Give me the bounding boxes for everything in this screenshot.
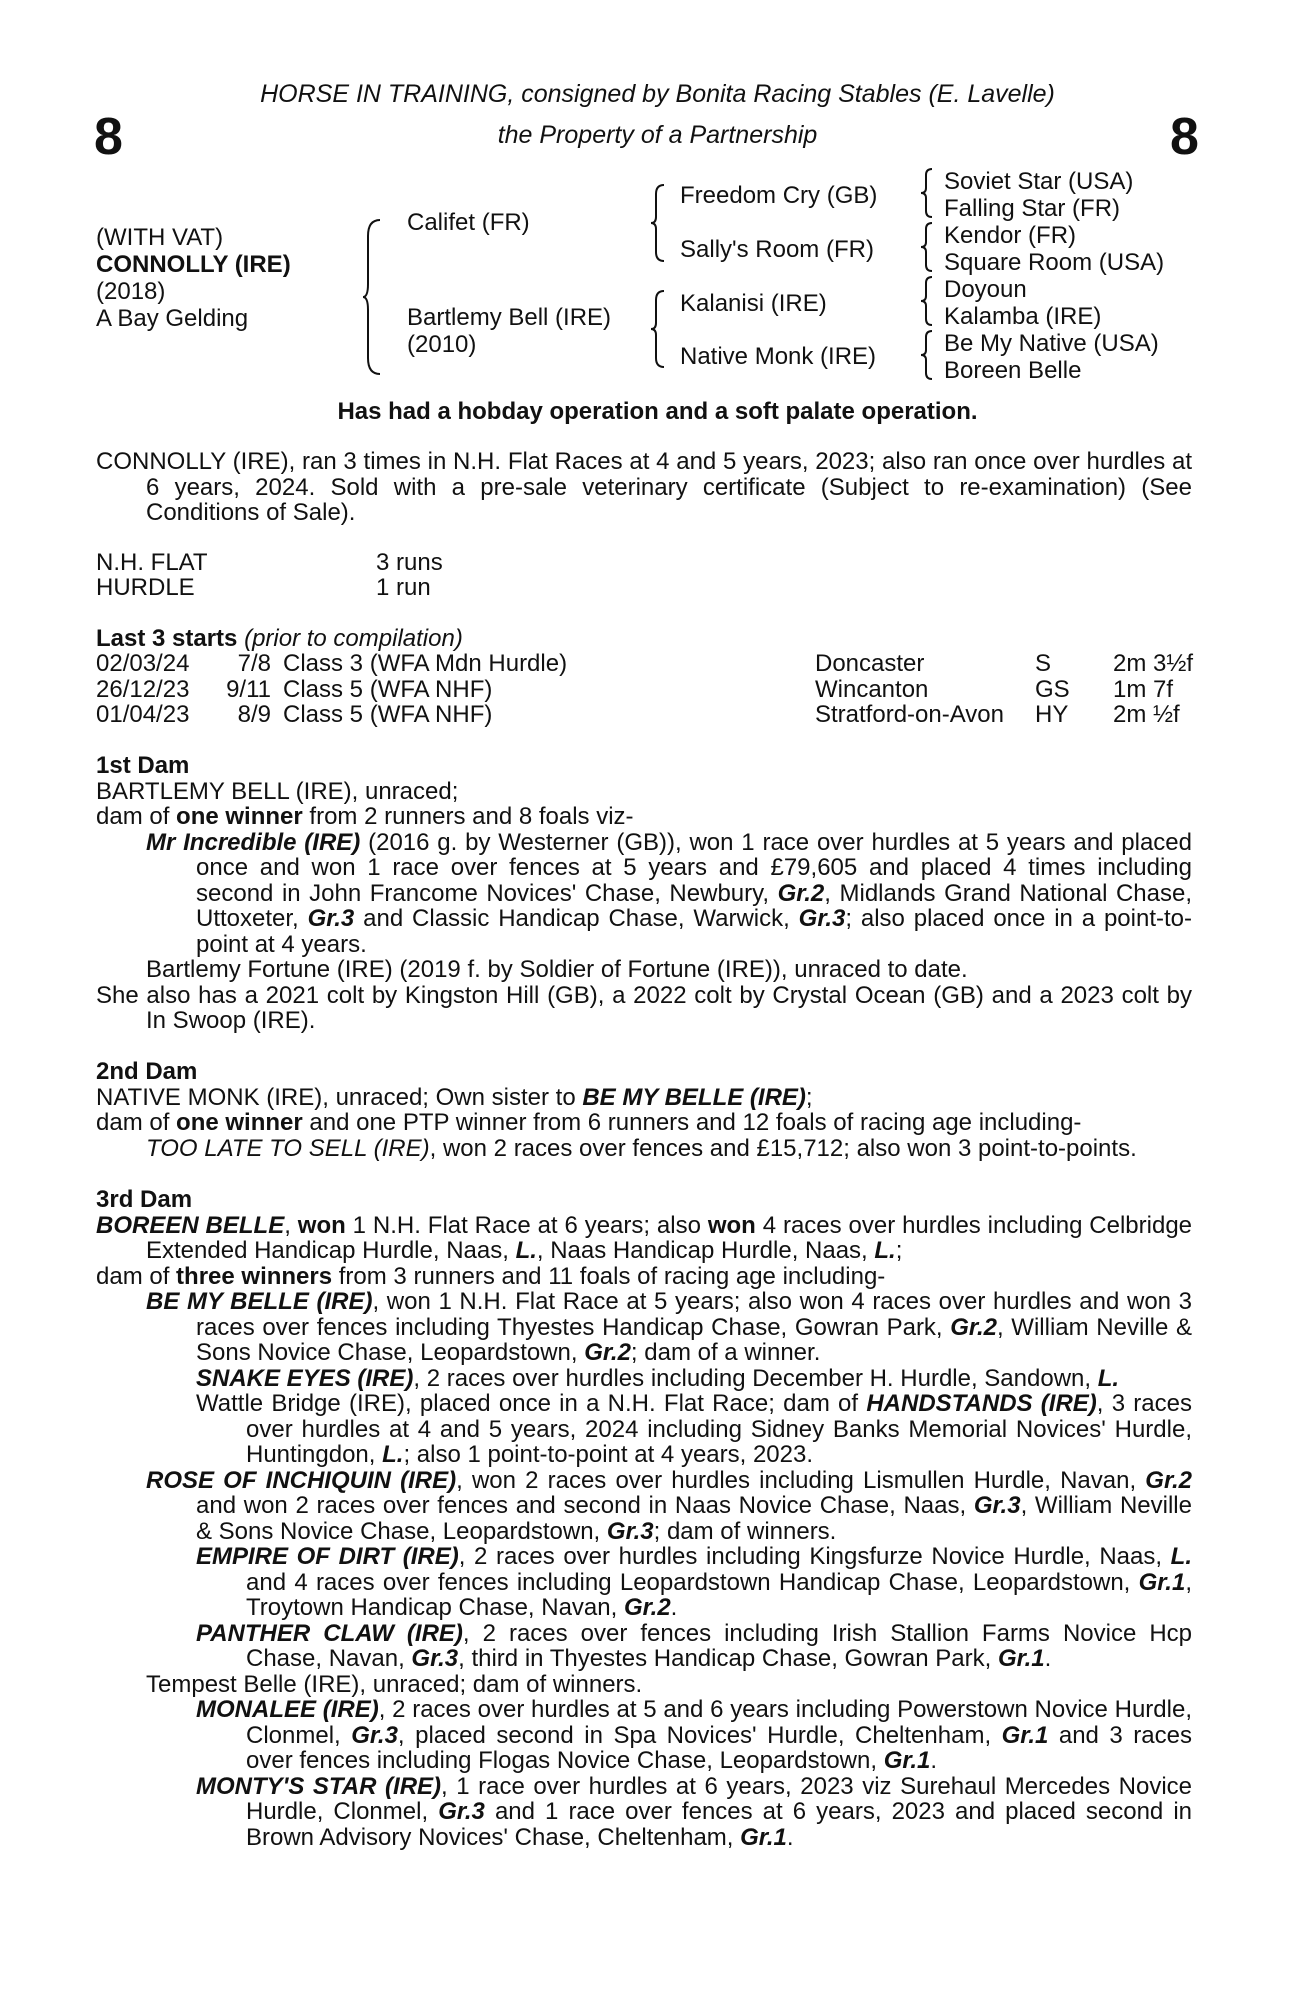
start-date: 26/12/23: [96, 675, 190, 703]
horse-name: TOO LATE TO SELL (IRE): [146, 1134, 430, 1162]
boreen-belle-entry: [96, 1213, 1192, 1264]
start-pos: 7/8: [237, 650, 271, 677]
lot-number-right: 8: [1170, 108, 1199, 166]
text: , Midlands Grand National Chase, Uttoxeter,: [196, 879, 1192, 932]
grade: Gr.2: [623, 1594, 671, 1621]
text: and 1 race over fences at 6 years, 2023 and placed second in Brown Advisory Novices' Chase, Cheltenham,: [246, 1798, 1193, 1851]
start-course: Stratford-on-Avon: [815, 701, 1004, 728]
third-dam-produce: [96, 1264, 1192, 1290]
sire-dam: Sally's Room (FR): [680, 236, 874, 263]
pedigree-g7: Be My Native (USA): [944, 330, 1159, 357]
text: dam of: [96, 1109, 177, 1136]
grade: Gr.3: [438, 1798, 485, 1825]
text: and won 2 races over fences and second in Naas Novice Chase, Naas,: [196, 1492, 974, 1519]
first-dam-line2: [96, 804, 1192, 830]
tempest-belle-entry: Tempest Belle (IRE), unraced; dam of winners.: [146, 1670, 643, 1698]
winners-count: one winner: [176, 1109, 303, 1136]
winners-count: three winners: [176, 1262, 333, 1290]
grade: Gr.3: [606, 1517, 654, 1545]
pedigree-g2: Falling Star (FR): [944, 195, 1121, 222]
record-type-flat: N.H. FLAT: [96, 549, 208, 576]
grade: L.: [1170, 1543, 1192, 1570]
text: , 1 race over hurdles at 6 years, 2023 viz Surehaul Mercedes Novice Hurdle, Clonmel,: [246, 1772, 1192, 1825]
text: , William Neville & Sons Novice Chase, Leopardstown,: [196, 1313, 1192, 1366]
start-race: Class 5 (WFA NHF): [283, 701, 493, 728]
grade: L.: [874, 1237, 896, 1264]
start-pos: 9/11: [226, 675, 271, 703]
record-runs-hurdle: 1 run: [376, 574, 431, 601]
grade: Gr.2: [584, 1339, 631, 1366]
text: ; also placed once in a point-to-point at 4 years.: [196, 905, 1192, 958]
text: , won 2 races over hurdles including Lismullen Hurdle, Navan,: [456, 1466, 1146, 1494]
text: , placed second in Spa Novices' Hurdle, Cheltenham,: [397, 1721, 1002, 1749]
grade: Gr.3: [351, 1721, 398, 1749]
pedigree-brace-g4: [920, 330, 934, 380]
pedigree-g8: Boreen Belle: [944, 357, 1082, 384]
start-going: S: [1035, 650, 1052, 677]
grade: Gr.3: [973, 1492, 1021, 1519]
last-starts-note: (prior to compilation): [244, 625, 463, 652]
sire-sire: Freedom Cry (GB): [680, 182, 878, 209]
horse-name: Mr Incredible (IRE): [146, 828, 361, 856]
dam-name: Bartlemy Bell (IRE): [407, 304, 612, 331]
text: ; dam of winners.: [653, 1517, 837, 1545]
horse-name: ROSE OF INCHIQUIN (IRE): [146, 1466, 457, 1494]
start-course: Wincanton: [815, 675, 929, 703]
text: dam of: [96, 803, 177, 830]
dam-dam: Native Monk (IRE): [680, 343, 877, 370]
text: .: [1044, 1645, 1052, 1672]
start-going: HY: [1035, 701, 1069, 728]
second-dam-heading: 2nd Dam: [96, 1058, 198, 1085]
pedigree-brace-g2: [920, 222, 934, 272]
vat-label: (WITH VAT): [96, 224, 224, 251]
grade: Gr.2: [1145, 1466, 1192, 1494]
grade: Gr.1: [1001, 1721, 1049, 1749]
text: ; dam of a winner.: [630, 1339, 821, 1366]
bartlemy-fortune-entry: Bartlemy Fortune (IRE) (2019 f. by Soldier of Fortune (IRE)), unraced to date.: [146, 956, 968, 983]
table-row: [96, 702, 1193, 728]
pedigree-brace-g3: [920, 276, 934, 326]
sire-name: Califet (FR): [407, 209, 530, 236]
grade: Gr.2: [950, 1313, 997, 1341]
start-distance: 2m ½f: [1113, 701, 1180, 728]
horse-name: SNAKE EYES (IRE): [196, 1364, 414, 1392]
lot-number-left: 8: [94, 108, 123, 166]
text: and one PTP winner from 6 runners and 12 foals of racing age including-: [302, 1109, 1082, 1136]
last-starts-heading: [96, 626, 463, 652]
horse-name: BE MY BELLE (IRE): [582, 1083, 806, 1111]
text: 1 N.H. Flat Race at 6 years; also: [345, 1211, 708, 1239]
horse-name: EMPIRE OF DIRT (IRE): [196, 1543, 459, 1570]
text: ;: [895, 1237, 903, 1264]
wattle-bridge-entry: [96, 1391, 1192, 1468]
third-dam-section: [96, 1187, 1192, 1850]
text: from 2 runners and 8 foals viz-: [302, 803, 634, 830]
race-summary: [96, 449, 1192, 526]
text: , William Neville & Sons Novice Chase, Leopardstown,: [196, 1492, 1192, 1545]
start-going: GS: [1035, 675, 1070, 703]
last-starts-title: Last 3 starts: [96, 625, 238, 652]
surgery-notice: Has had a hobday operation and a soft palate operation.: [337, 398, 978, 425]
grade: Gr.3: [411, 1645, 459, 1672]
rose-of-inchiquin-entry: [96, 1468, 1192, 1545]
grade: Gr.1: [740, 1823, 787, 1851]
start-date: 01/04/23: [96, 701, 190, 728]
dam-year: (2010): [407, 331, 477, 358]
text: dam of: [96, 1262, 177, 1290]
horse-name: PANTHER CLAW (IRE): [196, 1619, 463, 1647]
montys-star-entry: [96, 1774, 1192, 1851]
text: .: [786, 1823, 794, 1851]
pedigree-brace-main: [362, 218, 384, 376]
grade: L.: [515, 1237, 537, 1264]
second-dam-line1: [96, 1085, 1192, 1111]
race-summary-text: CONNOLLY (IRE), ran 3 times in N.H. Flat Races at 4 and 5 years, 2023; also ran once over hurdles at 6 years, 2024. Sold with a pre-sale veterinary certificate (Subject to re-examination) (See Conditions of Sale).: [96, 448, 1192, 526]
text: .: [670, 1594, 678, 1621]
first-dam-section: [96, 753, 1192, 1034]
text: won: [297, 1211, 346, 1239]
monalee-entry: [96, 1697, 1192, 1774]
dam-sire: Kalanisi (IRE): [680, 290, 827, 317]
horse-name: CONNOLLY (IRE): [96, 251, 291, 278]
record-runs-flat: 3 runs: [376, 549, 443, 576]
horse-name: HANDSTANDS (IRE): [866, 1390, 1097, 1417]
text: Wattle Bridge (IRE), placed once in a N.H. Flat Race; dam of: [196, 1390, 867, 1417]
text: (2016 g. by Westerner (GB)), won 1 race over hurdles at 5 years and placed once and won 1 race over fences at 5 years and £79,605 and placed 4 times including second in John Francome Novices' Chase, Newbury,: [196, 828, 1192, 907]
last-starts-table: [96, 651, 1193, 728]
text: from 3 runners and 11 foals of racing age including-: [332, 1262, 886, 1290]
second-dam-line2: [96, 1110, 1192, 1136]
text: , third in Thyestes Handicap Chase, Gowran Park,: [458, 1645, 998, 1672]
pedigree-g1: Soviet Star (USA): [944, 168, 1134, 195]
text: NATIVE MONK (IRE), unraced; Own sister to: [96, 1083, 583, 1111]
pedigree-brace-g1: [920, 168, 934, 218]
horse-name: MONTY'S STAR (IRE): [196, 1772, 442, 1800]
text: .: [930, 1747, 938, 1774]
table-row: [96, 651, 1193, 677]
grade: Gr.1: [997, 1645, 1045, 1672]
second-dam-section: [96, 1059, 1192, 1161]
text: , won 2 races over fences and £15,712; also won 3 point-to-points.: [429, 1134, 1137, 1162]
winners-count: one winner: [176, 803, 303, 830]
grade: Gr.3: [307, 905, 355, 932]
start-date: 02/03/24: [96, 650, 190, 677]
ownership-line: the Property of a Partnership: [497, 121, 818, 149]
grade: Gr.1: [883, 1747, 931, 1774]
start-race: Class 3 (WFA Mdn Hurdle): [283, 650, 568, 677]
text: , 3 races over hurdles at 4 and 5 years, 2024 including Sidney Banks Memorial Novices' Hurdle, Huntingdon,: [246, 1390, 1192, 1468]
consignor-line: HORSE IN TRAINING, consigned by Bonita Racing Stables (E. Lavelle): [260, 80, 1055, 108]
first-dam-also: She also has a 2021 colt by Kingston Hill (GB), a 2022 colt by Crystal Ocean (GB) and a 2023 colt by In Swoop (IRE).: [96, 981, 1192, 1034]
first-dam-heading: 1st Dam: [96, 752, 190, 779]
text: , 2 races over hurdles including Kingsfurze Novice Hurdle, Naas,: [458, 1543, 1171, 1570]
grade: Gr.1: [1138, 1568, 1186, 1596]
text: ;: [805, 1083, 813, 1111]
pedigree-brace-sire: [650, 184, 666, 262]
pedigree-g6: Kalamba (IRE): [944, 303, 1102, 330]
snake-eyes-entry: [96, 1366, 1192, 1392]
third-dam-heading: 3rd Dam: [96, 1186, 193, 1213]
be-my-belle-entry: [96, 1289, 1192, 1366]
horse-name: BOREEN BELLE: [96, 1211, 285, 1239]
text: , Troytown Handicap Chase, Navan,: [246, 1568, 1192, 1621]
text: and Classic Handicap Chase, Warwick,: [354, 905, 799, 932]
grade: L.: [382, 1441, 404, 1468]
text: , won 1 N.H. Flat Race at 5 years; also won 4 races over hurdles and won 3 races over fences including Thyestes Handicap Chase, Gowran Park,: [196, 1288, 1193, 1341]
text: ; also 1 point-to-point at 4 years, 2023.: [403, 1441, 814, 1468]
start-race: Class 5 (WFA NHF): [283, 675, 493, 703]
horse-name: MONALEE (IRE): [196, 1696, 379, 1723]
text: , Naas Handicap Hurdle, Naas,: [536, 1237, 875, 1264]
pedigree-g4: Square Room (USA): [944, 249, 1165, 276]
grade: L.: [1097, 1364, 1120, 1392]
pedigree-brace-dam: [650, 290, 666, 368]
text: and 4 races over fences including Leopardstown Handicap Chase, Leopardstown,: [246, 1568, 1139, 1596]
panther-claw-entry: [96, 1621, 1192, 1672]
text: , 2 races over hurdles at 5 and 6 years including Powerstown Novice Hurdle, Clonmel,: [246, 1696, 1192, 1749]
text: , 2 races over fences including Irish Stallion Farms Novice Hcp Chase, Navan,: [246, 1619, 1192, 1672]
empire-of-dirt-entry: [96, 1544, 1192, 1621]
pedigree-g5: Doyoun: [944, 276, 1027, 303]
text: , 2 races over hurdles including December H. Hurdle, Sandown,: [413, 1364, 1098, 1392]
start-distance: 2m 3½f: [1113, 650, 1194, 677]
pedigree-g3: Kendor (FR): [944, 222, 1077, 249]
text: ,: [284, 1211, 298, 1239]
first-dam-line1: BARTLEMY BELL (IRE), unraced;: [96, 777, 459, 805]
text: won: [707, 1211, 756, 1239]
grade: Gr.2: [777, 879, 825, 907]
text: 4 races over hurdles including Celbridge Extended Handicap Hurdle, Naas,: [146, 1211, 1193, 1264]
grade: Gr.3: [798, 905, 846, 932]
text: and 3 races over fences including Flogas Novice Chase, Leopardstown,: [246, 1721, 1192, 1774]
start-pos: 8/9: [237, 701, 271, 728]
horse-description: A Bay Gelding: [96, 305, 249, 332]
start-course: Doncaster: [815, 650, 925, 677]
table-row: [96, 677, 1193, 703]
start-distance: 1m 7f: [1113, 675, 1174, 703]
too-late-to-sell-entry: [96, 1136, 1192, 1162]
mr-incredible-entry: [96, 830, 1192, 958]
horse-name: BE MY BELLE (IRE): [146, 1288, 373, 1315]
record-type-hurdle: HURDLE: [96, 574, 195, 601]
horse-year: (2018): [96, 278, 166, 305]
